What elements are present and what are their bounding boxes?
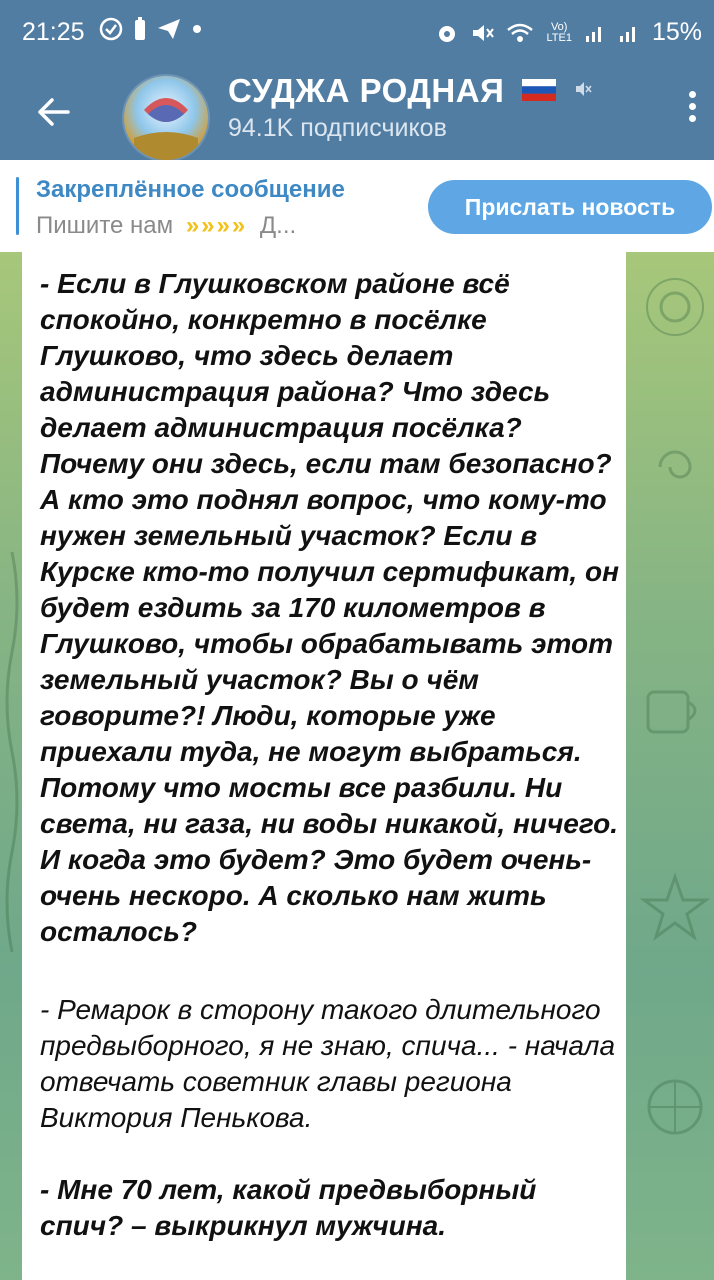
battery-percent: 15%	[651, 18, 702, 46]
pinned-message-bar[interactable]	[0, 160, 714, 253]
pinned-text-start: Пишите нам	[36, 212, 174, 239]
muted-icon	[574, 80, 592, 98]
doodle-left-edge-icon	[2, 552, 22, 952]
send-news-button[interactable]: Прислать новость	[428, 180, 712, 234]
back-button[interactable]	[26, 84, 82, 140]
russia-flag-icon	[522, 79, 556, 101]
pinned-text-end: Д...	[259, 212, 297, 239]
dot-icon	[192, 16, 202, 42]
channel-title-text: СУДЖА РОДНАЯ	[228, 72, 505, 109]
volte-icon: Vo) LTE1	[546, 20, 572, 44]
sync-icon	[98, 16, 124, 42]
status-right-icons	[436, 18, 702, 47]
alarm-icon	[436, 20, 458, 46]
doodle-swirl-icon	[650, 442, 700, 492]
pinned-arrows-icon: »»»»	[185, 212, 248, 239]
message-paragraph-2: - Ремарок в сторону такого длительного предвыборного, я не знаю, спича... - начала отвечать советник главы региона Виктория Пенькова.	[40, 994, 616, 1133]
subscriber-count: 94.1K подписчиков	[228, 114, 447, 142]
arrow-left-icon	[26, 84, 82, 140]
mute-icon	[470, 20, 494, 46]
status-time: 21:25	[22, 18, 85, 46]
chat-header	[0, 66, 714, 160]
doodle-star-icon	[640, 872, 710, 942]
signal-icon	[584, 20, 606, 46]
doodle-cup-icon	[638, 682, 708, 742]
chat-background	[0, 252, 714, 1280]
message-paragraph-1: - Если в Глушковском районе всё спокойно, конкретно в посёлке Глушково, что здесь делает администрация района? Что здесь делает администрация посёлка? Почему они здесь, если там безопасно? А кто это поднял вопрос, что кому-то нужен земельный участок? Если в Курске кто-то получил сертификат, он будет ездить за 170 километров в Глушково, чтобы обрабатывать этот земельный участок? Вы о чём говорите?! Люди, которые уже приехали туда, не могут выбраться. Потому что мосты все разбили. Ни света, ни газа, ни воды никакой, ничего. И когда это будет? Это будет очень-очень нескоро. А сколько нам жить осталось?	[40, 268, 619, 947]
signal-icon	[618, 20, 640, 46]
doodle-ball-icon	[640, 1072, 710, 1142]
channel-logo-icon	[124, 76, 208, 160]
more-options-icon[interactable]	[680, 86, 704, 136]
channel-title[interactable]	[228, 72, 592, 110]
channel-avatar[interactable]	[122, 74, 210, 162]
message-bubble[interactable]	[22, 252, 626, 1280]
send-icon	[156, 16, 182, 42]
battery-small-icon	[134, 16, 146, 42]
pinned-accent-line	[16, 177, 19, 235]
pinned-preview	[36, 212, 296, 240]
status-bar	[0, 0, 714, 66]
pinned-title: Закреплённое сообщение	[36, 176, 345, 203]
status-left-icons	[98, 16, 202, 42]
doodle-flower-icon	[640, 272, 710, 342]
wifi-icon	[506, 20, 534, 46]
message-paragraph-3: - Мне 70 лет, какой предвыборный спич? – выкрикнул мужчина.	[40, 1174, 537, 1241]
